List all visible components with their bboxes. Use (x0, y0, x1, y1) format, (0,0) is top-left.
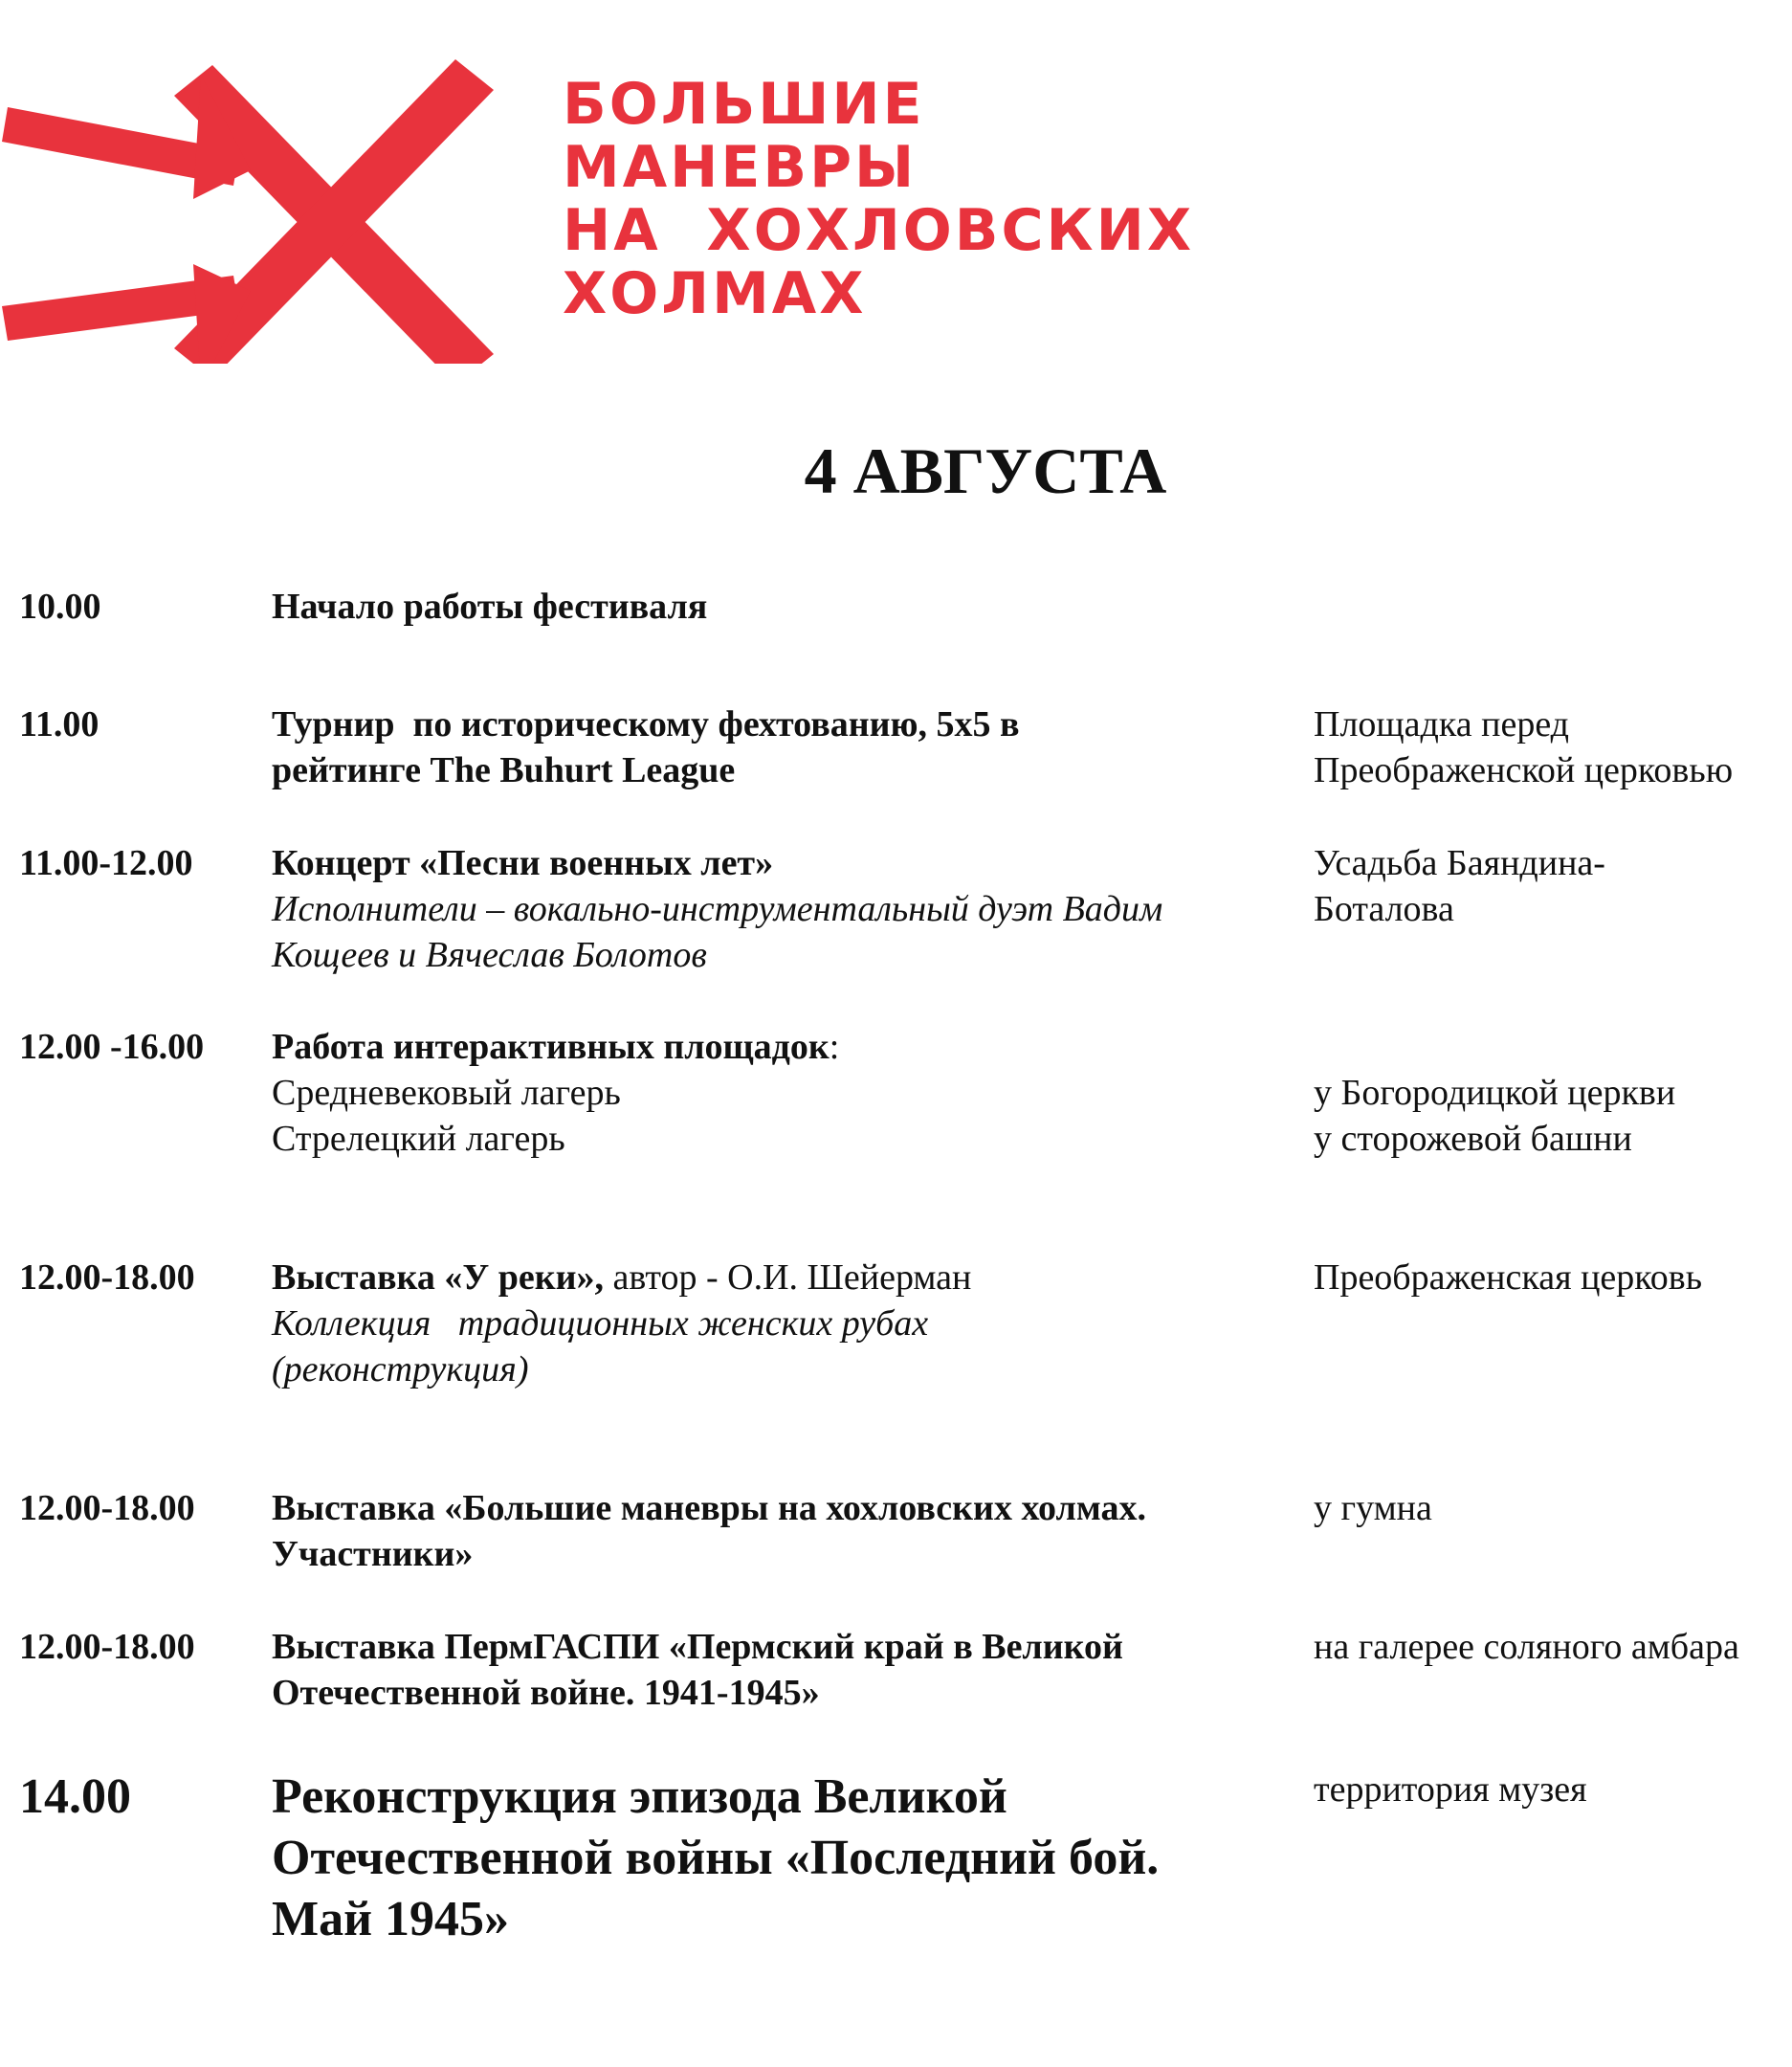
location-line: Преображенской церковью (1314, 750, 1734, 790)
event-time: 12.00-18.00 (19, 1257, 195, 1298)
event-description (272, 1624, 1276, 1716)
event-description (272, 701, 1276, 793)
event-title-line: Отечественной войны «Последний бой. (272, 1831, 1160, 1885)
event-time: 11.00-12.00 (19, 843, 193, 883)
event-title-line: Выставка ПермГАСПИ «Пермский край в Великой (272, 1627, 1123, 1667)
location-line: Усадьба Баяндина- (1314, 843, 1605, 883)
location-line: Площадка перед (1314, 704, 1570, 745)
event-author: автор - О.И. Шейерман (604, 1257, 972, 1298)
event-time: 11.00 (19, 704, 100, 745)
event-note-line: (реконструкция) (272, 1349, 529, 1389)
event-performers-line: Кощеев и Вячеслав Болотов (272, 935, 707, 975)
event-title: Концерт «Песни военных лет» (272, 843, 774, 883)
event-time: 12.00-18.00 (19, 1627, 195, 1667)
event-title: Выставка «У реки», (272, 1257, 605, 1298)
event-location (1314, 1485, 1787, 1531)
event-performers-line: Исполнители – вокально-инструментальный дуэт Вадим (272, 889, 1163, 929)
event-sub-item: Стрелецкий лагерь (272, 1119, 565, 1159)
logo-line: ХОЛМАХ (563, 260, 867, 327)
event-title-line: Отечественной войне. 1941-1945» (272, 1673, 820, 1713)
page-title: 4 АВГУСТА (804, 434, 1167, 507)
event-description (272, 1024, 1276, 1162)
event-location (1314, 1767, 1787, 1812)
logo-line: БОЛЬШИЕ (563, 71, 925, 138)
event-location (1314, 1070, 1787, 1162)
event-note-line: Коллекция традиционных женских рубах (272, 1303, 929, 1344)
event-time: 12.00-18.00 (19, 1488, 195, 1528)
event-time: 12.00 -16.00 (19, 1027, 205, 1067)
event-sub-item: Средневековый лагерь (272, 1073, 621, 1113)
event-description (272, 1485, 1276, 1577)
event-title-line: Май 1945» (272, 1892, 510, 1946)
event-title: Начало работы фестиваля (272, 587, 708, 627)
event-time: 14.00 (19, 1769, 131, 1824)
location-line: Боталова (1314, 889, 1454, 929)
event-title-line (272, 1024, 1276, 1070)
event-location (1314, 1624, 1787, 1670)
logo-wordmark (563, 73, 1194, 325)
logo-line: МАНЕВРЫ (563, 134, 918, 201)
event-location (1314, 840, 1787, 932)
location-line: у гумна (1314, 1488, 1432, 1528)
logo-line: НА ХОХЛОВСКИХ (563, 197, 1195, 264)
event-description (272, 584, 1276, 630)
location-line: у сторожевой башни (1314, 1119, 1632, 1159)
event-description (272, 840, 1276, 978)
crossed-arrows-logo-icon (0, 38, 507, 364)
event-location (1314, 1255, 1787, 1300)
location-line: территория музея (1314, 1769, 1587, 1810)
event-title-line: Турнир по историческому фехтованию, 5х5 в (272, 704, 1020, 745)
event-title-line: Выставка «Большие маневры на хохловских холмах. (272, 1488, 1146, 1528)
location-line: у Богородицкой церкви (1314, 1073, 1676, 1113)
festival-logo (0, 38, 1196, 364)
event-title-line (272, 1255, 1276, 1300)
event-description (272, 1255, 1276, 1392)
event-title-line: Участники» (272, 1534, 474, 1574)
event-time: 10.00 (19, 587, 101, 627)
event-title-line: Реконструкция эпизода Великой (272, 1769, 1007, 1824)
event-location (1314, 701, 1787, 793)
event-title: Работа интерактивных площадок (272, 1027, 830, 1067)
event-description (272, 1767, 1276, 1950)
location-line: на галерее соляного амбара (1314, 1627, 1739, 1667)
event-title-suffix: : (829, 1027, 840, 1067)
event-title-line: рейтинге The Buhurt League (272, 750, 736, 790)
location-line: Преображенская церковь (1314, 1257, 1703, 1298)
